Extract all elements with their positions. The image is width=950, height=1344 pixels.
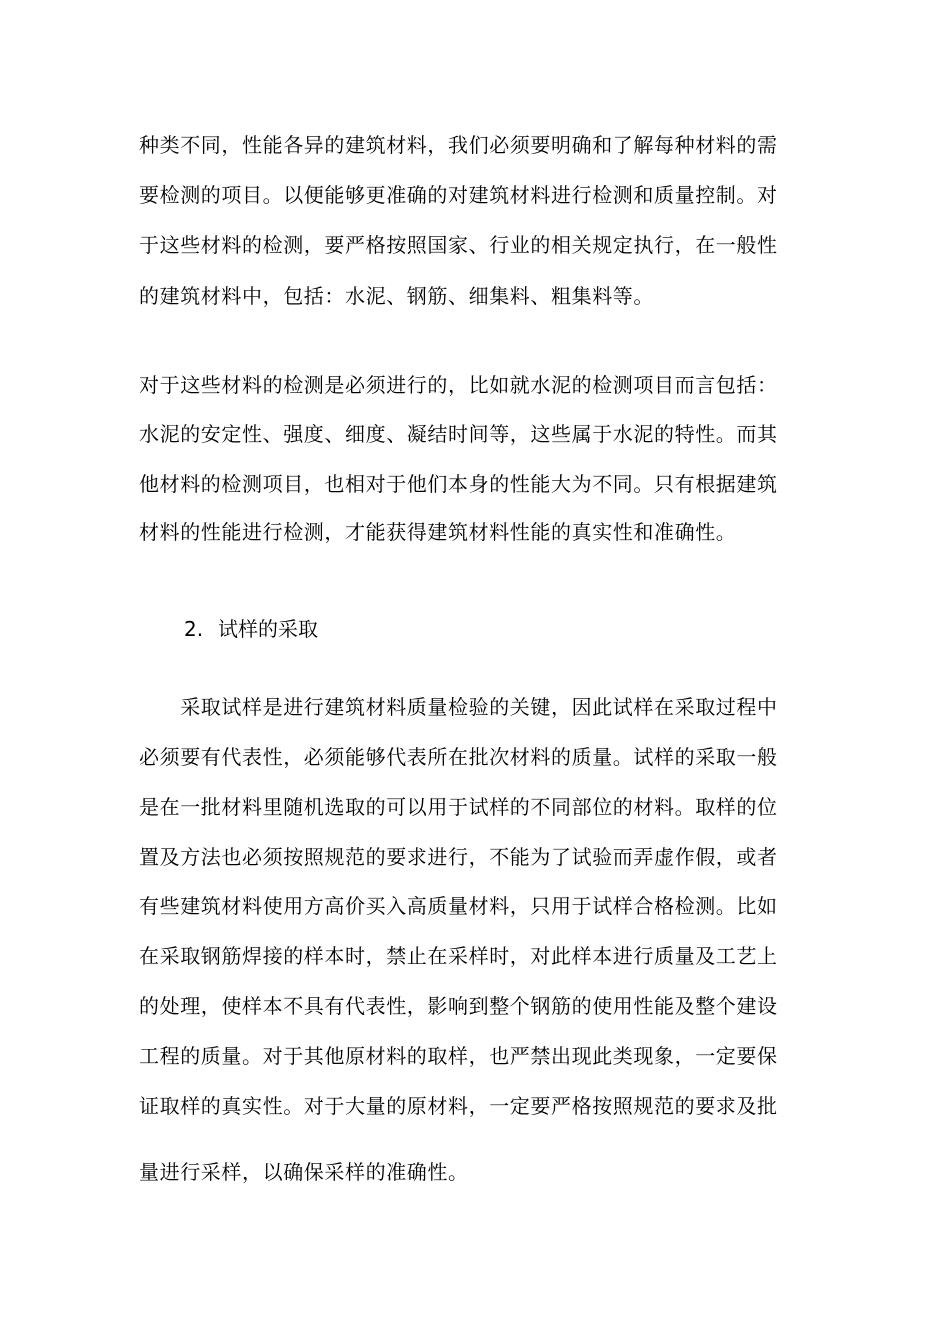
paragraph-1-line-2: 要检测的项目。以便能够更准确的对建筑材料进行检测和质量控制。对 — [139, 183, 778, 207]
section-number: 2. — [184, 617, 204, 641]
paragraph-3-line-3: 是在一批材料里随机选取的可以用于试样的不同部位的材料。取样的位 — [139, 795, 778, 819]
paragraph-1-line-3: 于这些材料的检测，要严格按照国家、行业的相关规定执行，在一般性 — [139, 233, 778, 257]
paragraph-3-line-7: 的处理，使样本不具有代表性，影响到整个钢筋的使用性能及整个建设 — [139, 994, 778, 1018]
paragraph-2-line-4: 材料的性能进行检测，才能获得建筑材料性能的真实性和准确性。 — [139, 520, 737, 544]
paragraph-1-line-1: 种类不同，性能各异的建筑材料，我们必须要明确和了解每种材料的需 — [139, 133, 778, 157]
paragraph-3-line-4: 置及方法也必须按照规范的要求进行，不能为了试验而弄虚作假，或者 — [139, 845, 778, 869]
paragraph-3-line-5: 有些建筑材料使用方高价买入高质量材料，只用于试样合格检测。比如 — [139, 894, 778, 918]
paragraph-3-line-9: 证取样的真实性。对于大量的原材料，一定要严格按照规范的要求及批 — [139, 1094, 778, 1118]
paragraph-3-line-10: 量进行采样，以确保采样的准确性。 — [139, 1160, 469, 1184]
paragraph-3-line-2: 必须要有代表性，必须能够代表所在批次材料的质量。试样的采取一般 — [139, 745, 778, 769]
paragraph-3-line-6: 在采取钢筋焊接的样本时，禁止在采样时，对此样本进行质量及工艺上 — [139, 944, 778, 968]
paragraph-2-line-3: 他材料的检测项目，也相对于他们本身的性能大为不同。只有根据建筑 — [139, 472, 778, 496]
paragraph-2-line-1: 对于这些材料的检测是必须进行的，比如就水泥的检测项目而言包括： — [139, 373, 778, 397]
paragraph-2-line-2: 水泥的安定性、强度、细度、凝结时间等，这些属于水泥的特性。而其 — [139, 422, 778, 446]
paragraph-3-line-8: 工程的质量。对于其他原材料的取样，也严禁出现此类现象，一定要保 — [139, 1044, 778, 1068]
paragraph-1-line-4: 的建筑材料中，包括：水泥、钢筋、细集料、粗集料等。 — [139, 284, 654, 308]
paragraph-3-line-1: 采取试样是进行建筑材料质量检验的关键，因此试样在采取过程中 — [139, 695, 778, 719]
section-heading — [184, 615, 318, 643]
section-title: 试样的采取 — [218, 617, 318, 641]
